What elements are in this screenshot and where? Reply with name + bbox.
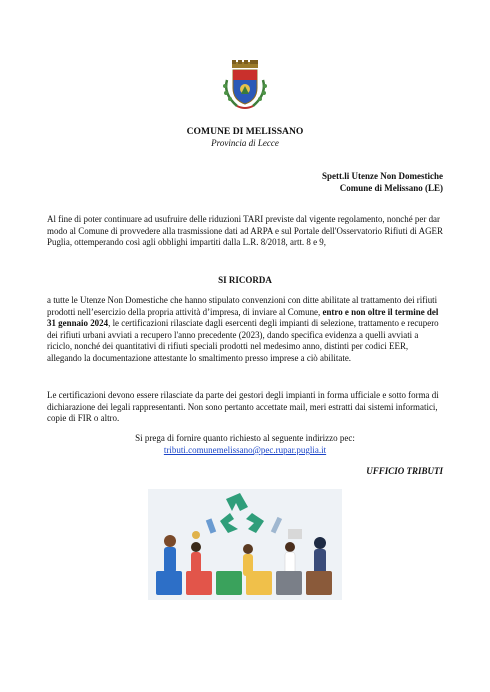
reminder-paragraph	[47, 295, 445, 364]
pec-email-link[interactable]: tributi.comunemelissano@pec.rupar.puglia.it	[163, 445, 327, 455]
certification-paragraph: Le certificazioni devono essere rilasciate da parte dei gestori degli impianti in forma ufficiale e sotto forma di dichiarazione dei legali rappresentanti. Non sono pertanto accettate mail, meri estratti dai sistemi informatici, copie di FIR o altro.	[47, 390, 439, 423]
province-name: Provincia di Lecce	[211, 138, 279, 148]
recipient-line-1: Spett.li Utenze Non Domestiche	[322, 171, 443, 181]
municipality-name: COMUNE DI MELISSANO	[186, 126, 304, 137]
reminder-heading: SI RICORDA	[218, 275, 272, 285]
coat-of-arms-icon	[217, 58, 273, 114]
deadline-text: entro e non oltre il termine del 31 gennaio 2024	[47, 306, 439, 328]
recipient-line-2: Comune di Melissano (LE)	[339, 183, 443, 193]
reminder-text-end: , le certificazioni rilasciate dagli esercenti degli impianti di selezione, trattamento e recupero dei rifiuti urbani avviati a recupero l'anno precedente (2023), dando specifica evidenza a quelli avviati a riciclo, nonché dei quantitativi di rifiuti speciali prodotti nel medesimo anno, distinti per codici EER, allegando la documentazione attestante lo smaltimento presso imprese a ciò abilitate.	[47, 318, 439, 363]
reminder-text-start: a tutte le Utenze Non Domestiche che hanno stipulato convenzioni con ditte abilitate al trattamento dei rifiuti prodotti nell’esercizio della propria attività d’impresa, di inviare al Comune,	[47, 295, 438, 317]
closing-text: Si prega di fornire quanto richiesto al seguente indirizzo pec:	[135, 433, 355, 443]
recycling-illustration-icon	[148, 489, 342, 600]
intro-paragraph: Al fine di poter continuare ad usufruire delle riduzioni TARI previste dal vigente regolamento, nonché per dar modo al Comune di provvedere alla trasmissione dati ad ARPA e sul Portale dell'Osservatorio Rifiuti di AGER Puglia, ottemperando così agli obblighi impartiti dalla L.R. 8/2018, artt. 8 e 9,	[47, 214, 443, 247]
office-signature: UFFICIO TRIBUTI	[366, 466, 443, 476]
